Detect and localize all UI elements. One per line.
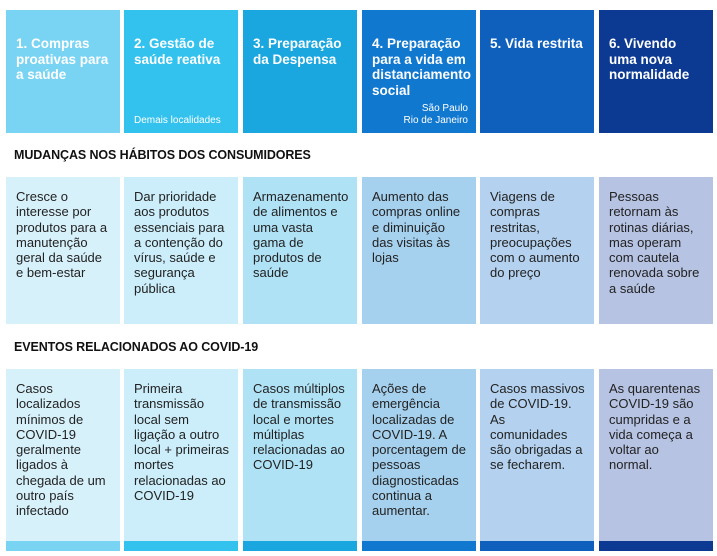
- event-cell-5: Casos massivos de COVID-19. As comunidades são obrigadas a se fecharem.: [480, 369, 594, 541]
- phase-title: 4. Preparação para a vida em distanciamento social: [372, 36, 472, 98]
- phase-location: Demais localidades: [134, 115, 221, 126]
- section-title-habits: MUDANÇAS NOS HÁBITOS DOS CONSUMIDORES: [14, 148, 311, 162]
- habit-cell-6: Pessoas retornam às rotinas diárias, mas operam com cautela renovada sobre a saúde: [599, 177, 713, 324]
- habit-cell-4: Aumento das compras online e diminuição das visitas às lojas: [362, 177, 476, 324]
- habit-cell-1: Cresce o interesse por produtos para a manutenção geral da saúde e bem-estar: [6, 177, 120, 324]
- event-cell-3: Casos múltiplos de transmissão local e mortes múltiplas relacionadas ao COVID-19: [243, 369, 357, 541]
- phase-header-3: [243, 10, 357, 133]
- phase-header-1: [6, 10, 120, 133]
- section-title-events: EVENTOS RELACIONADOS AO COVID-19: [14, 340, 259, 354]
- habit-cell-5: Viagens de compras restritas, preocupações com o aumento do preço: [480, 177, 594, 324]
- event-cell-2: Primeira transmissão local sem ligação a outro local + primeiras mortes relacionadas ao COVID-19: [124, 369, 238, 541]
- phase-header-2: [124, 10, 238, 133]
- event-cell-1: Casos localizados mínimos de COVID-19 geralmente ligados à chegada de um outro país infectado: [6, 369, 120, 541]
- phase-header-4: [362, 10, 476, 133]
- event-cell-6: As quarentenas COVID-19 são cumpridas e a vida começa a voltar ao normal.: [599, 369, 713, 541]
- phase-stripe-1: [6, 541, 120, 551]
- habit-cell-3: Armazenamento de alimentos e uma vasta gama de produtos de saúde: [243, 177, 357, 324]
- phase-title: 1. Compras proativas para a saúde: [16, 36, 109, 82]
- event-cell-4: Ações de emergência localizadas de COVID-19. A porcentagem de pessoas diagnosticadas continua a aumentar.: [362, 369, 476, 541]
- phase-location: São Paulo Rio de Janeiro: [403, 103, 468, 126]
- phase-title: 3. Preparação da Despensa: [253, 36, 342, 67]
- phase-stripe-2: [124, 541, 238, 551]
- phase-stripe-3: [243, 541, 357, 551]
- phase-title: 6. Vivendo uma nova normalidade: [609, 36, 690, 82]
- habit-cell-2: Dar prioridade aos produtos essenciais para a contenção do vírus, saúde e segurança pública: [124, 177, 238, 324]
- phase-header-5: [480, 10, 594, 133]
- phase-header-6: [599, 10, 713, 133]
- phase-title: 5. Vida restrita: [490, 36, 583, 51]
- phase-stripe-6: [599, 541, 713, 551]
- phase-stripe-5: [480, 541, 594, 551]
- phase-title: 2. Gestão de saúde reativa: [134, 36, 221, 67]
- phase-stripe-4: [362, 541, 476, 551]
